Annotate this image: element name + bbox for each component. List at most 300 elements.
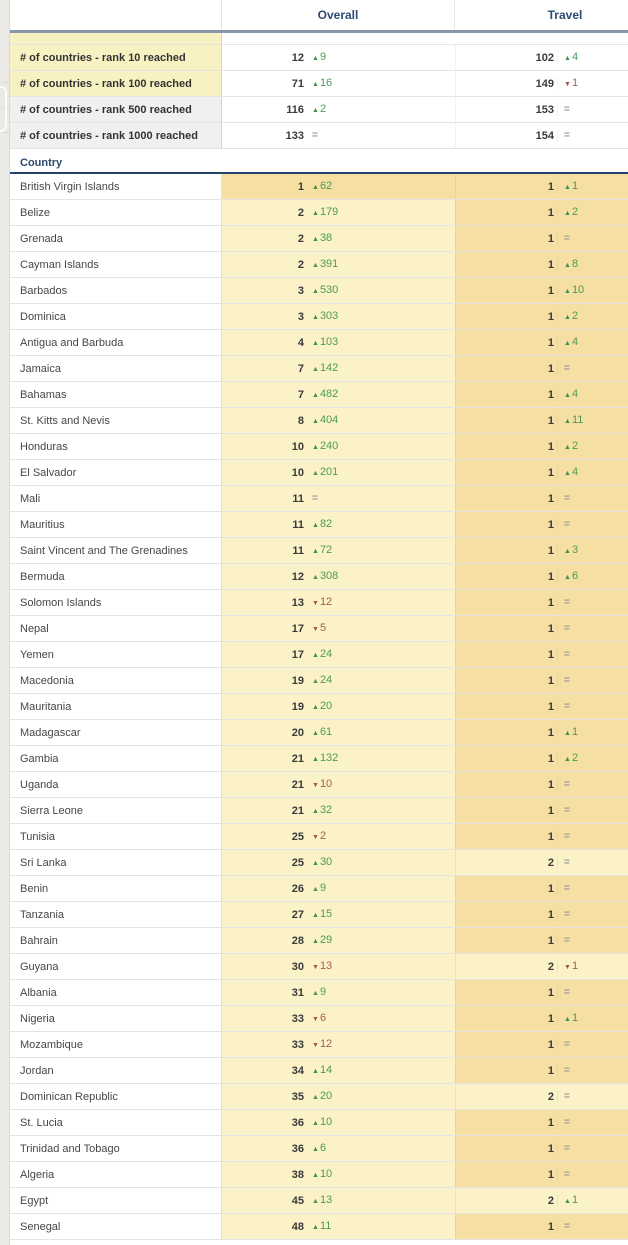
table-row[interactable] — [10, 616, 628, 642]
delta-value: 2 — [571, 206, 579, 218]
overall-cell — [222, 382, 455, 407]
delta-value: 1 — [571, 960, 579, 972]
travel-rank-value: 1 — [456, 1039, 558, 1051]
row-label-cell — [10, 902, 222, 927]
delta-value: 24 — [319, 648, 333, 660]
overall-delta — [312, 466, 338, 479]
row-label-cell — [10, 356, 222, 381]
row-label-cell — [10, 200, 222, 225]
overall-delta — [312, 674, 332, 687]
row-label-cell — [10, 746, 222, 771]
overall-cell — [222, 1110, 455, 1135]
delta-value: 240 — [319, 440, 339, 452]
delta-arrow-icon: ▲ — [312, 470, 319, 477]
overall-rank-value: 133 — [285, 129, 304, 142]
delta-arrow-icon: ▲ — [564, 314, 571, 321]
travel-rank-value: 1 — [456, 441, 558, 453]
travel-cell — [455, 434, 628, 459]
overall-cell — [222, 1214, 455, 1239]
table-row[interactable] — [10, 330, 628, 356]
country-name: Sri Lanka — [20, 856, 67, 869]
delta-value: 2 — [571, 752, 579, 764]
overall-cell — [222, 97, 455, 122]
table-row[interactable] — [10, 408, 628, 434]
overall-rank-value: 2 — [297, 206, 304, 219]
delta-value: 4 — [571, 51, 579, 63]
country-name: Jamaica — [20, 362, 61, 375]
travel-delta — [564, 857, 571, 868]
country-name: Yemen — [20, 648, 54, 661]
row-label-cell — [10, 382, 222, 407]
table-row[interactable] — [10, 772, 628, 798]
table-row[interactable] — [10, 460, 628, 486]
overall-rank-value: 45 — [291, 1194, 304, 1207]
table-row[interactable] — [10, 642, 628, 668]
travel-delta — [564, 1169, 571, 1180]
travel-rank-value: 2 — [456, 857, 558, 869]
country-name: Barbados — [20, 284, 68, 297]
travel-delta — [564, 1039, 571, 1050]
travel-delta — [564, 310, 578, 323]
country-name: Belize — [20, 206, 50, 219]
travel-delta — [564, 701, 571, 712]
table-row[interactable] — [10, 356, 628, 382]
travel-cell — [455, 1058, 628, 1083]
overall-delta — [312, 51, 326, 64]
country-name: # of countries - rank 1000 reached — [20, 129, 198, 142]
spacer-row — [10, 33, 628, 45]
spacer-cell — [10, 33, 222, 44]
travel-rank-value: 1 — [456, 909, 558, 921]
travel-delta — [564, 180, 578, 193]
travel-rank-value: 1 — [456, 987, 558, 999]
row-label-cell — [10, 226, 222, 251]
delta-value: 32 — [319, 804, 333, 816]
table-row[interactable] — [10, 876, 628, 902]
row-label-cell — [10, 45, 222, 70]
country-rank-table — [10, 0, 628, 1240]
delta-value: 404 — [319, 414, 339, 426]
overall-cell — [222, 330, 455, 355]
travel-rank-value: 149 — [456, 78, 558, 90]
table-row[interactable] — [10, 538, 628, 564]
overall-cell — [222, 226, 455, 251]
delta-value: 6 — [571, 570, 579, 582]
overall-rank-value: 30 — [291, 960, 304, 973]
table-row[interactable] — [10, 486, 628, 512]
overall-cell — [222, 954, 455, 979]
travel-delta — [564, 336, 578, 349]
country-name: Guyana — [20, 960, 59, 973]
table-row[interactable] — [10, 1136, 628, 1162]
overall-cell — [222, 278, 455, 303]
overall-delta — [312, 77, 332, 90]
travel-rank-value: 1 — [456, 805, 558, 817]
row-label-cell — [10, 824, 222, 849]
row-label-cell — [10, 123, 222, 148]
row-label-cell — [10, 97, 222, 122]
delta-arrow-icon: ▲ — [312, 1198, 319, 1205]
delta-arrow-icon: ▲ — [312, 107, 319, 114]
overall-rank-value: 35 — [291, 1090, 304, 1103]
travel-cell — [455, 460, 628, 485]
table-header-row — [10, 0, 628, 33]
country-name: Antigua and Barbuda — [20, 336, 124, 349]
row-label-cell — [10, 434, 222, 459]
overall-rank-value: 19 — [291, 700, 304, 713]
delta-arrow-icon: ▲ — [564, 55, 571, 62]
country-name: Macedonia — [20, 674, 74, 687]
table-row[interactable] — [10, 382, 628, 408]
delta-arrow-icon: ▲ — [564, 392, 571, 399]
travel-rank-value: 1 — [456, 233, 558, 245]
overall-cell — [222, 252, 455, 277]
overall-cell — [222, 902, 455, 927]
overall-cell — [222, 798, 455, 823]
overall-cell — [222, 642, 455, 667]
overall-rank-value: 1 — [297, 180, 304, 193]
country-name: Bahamas — [20, 388, 67, 401]
travel-delta — [564, 258, 578, 271]
table-row[interactable] — [10, 824, 628, 850]
table-row[interactable] — [10, 720, 628, 746]
country-name: Honduras — [20, 440, 68, 453]
delta-value: 103 — [319, 336, 339, 348]
row-label-cell — [10, 538, 222, 563]
travel-rank-value: 153 — [456, 104, 558, 116]
table-row[interactable] — [10, 304, 628, 330]
table-row[interactable] — [10, 928, 628, 954]
delta-value: 1 — [571, 77, 579, 89]
delta-value: 61 — [319, 726, 333, 738]
overall-delta — [312, 596, 332, 609]
delta-arrow-icon: ▲ — [312, 340, 319, 347]
delta-value: 16 — [319, 77, 333, 89]
delta-arrow-icon: = — [564, 935, 570, 946]
summary-row[interactable] — [10, 123, 628, 149]
delta-arrow-icon: ▲ — [312, 678, 319, 685]
table-row[interactable] — [10, 434, 628, 460]
travel-cell — [455, 538, 628, 563]
travel-delta — [564, 1143, 571, 1154]
summary-row[interactable] — [10, 71, 628, 97]
country-name: St. Lucia — [20, 1116, 63, 1129]
row-label-cell — [10, 1006, 222, 1031]
overall-rank-value: 38 — [291, 1168, 304, 1181]
delta-arrow-icon: ▲ — [312, 418, 319, 425]
travel-rank-value: 1 — [456, 1065, 558, 1077]
overall-delta — [312, 388, 338, 401]
table-row[interactable] — [10, 174, 628, 200]
delta-arrow-icon: ▼ — [312, 1016, 319, 1023]
overall-rank-value: 19 — [291, 674, 304, 687]
travel-delta — [564, 1091, 571, 1102]
overall-delta — [312, 830, 326, 843]
travel-rank-value: 1 — [456, 1143, 558, 1155]
country-name: St. Kitts and Nevis — [20, 414, 110, 427]
travel-rank-value: 1 — [456, 597, 558, 609]
overall-delta — [312, 1168, 332, 1181]
row-label-cell — [10, 668, 222, 693]
table-row[interactable] — [10, 694, 628, 720]
delta-arrow-icon: ▲ — [564, 1198, 571, 1205]
overall-rank-value: 2 — [297, 258, 304, 271]
travel-delta — [564, 987, 571, 998]
delta-arrow-icon: ▲ — [312, 288, 319, 295]
table-row[interactable] — [10, 1188, 628, 1214]
table-row[interactable] — [10, 200, 628, 226]
travel-delta — [564, 130, 571, 141]
overall-cell — [222, 824, 455, 849]
travel-cell — [455, 850, 628, 875]
delta-arrow-icon: ▲ — [564, 548, 571, 555]
table-row[interactable] — [10, 954, 628, 980]
overall-delta — [312, 1090, 332, 1103]
travel-rank-value: 1 — [456, 1169, 558, 1181]
travel-rank-value: 1 — [456, 1221, 558, 1233]
delta-value: 303 — [319, 310, 339, 322]
travel-rank-value: 1 — [456, 207, 558, 219]
delta-arrow-icon: ▲ — [312, 55, 319, 62]
travel-cell — [455, 174, 628, 199]
travel-delta — [564, 1194, 578, 1207]
delta-value: 1 — [571, 1194, 579, 1206]
travel-delta — [564, 1117, 571, 1128]
delta-arrow-icon: ▲ — [312, 808, 319, 815]
table-row[interactable] — [10, 1058, 628, 1084]
overall-rank-value: 34 — [291, 1064, 304, 1077]
delta-arrow-icon: ▲ — [312, 886, 319, 893]
row-label-cell — [10, 1162, 222, 1187]
overall-rank-value: 12 — [291, 570, 304, 583]
delta-arrow-icon: ▲ — [564, 288, 571, 295]
table-row[interactable] — [10, 564, 628, 590]
delta-arrow-icon: = — [564, 1091, 570, 1102]
overall-delta — [312, 310, 338, 323]
delta-value: 10 — [319, 778, 333, 790]
delta-arrow-icon: ▲ — [312, 938, 319, 945]
row-label-cell — [10, 694, 222, 719]
overall-cell — [222, 1084, 455, 1109]
country-name: Nepal — [20, 622, 49, 635]
travel-delta — [564, 623, 571, 634]
row-label-cell — [10, 1188, 222, 1213]
table-row[interactable] — [10, 1110, 628, 1136]
delta-value: 11 — [319, 1220, 332, 1232]
table-row[interactable] — [10, 278, 628, 304]
table-row[interactable] — [10, 252, 628, 278]
overall-cell — [222, 1136, 455, 1161]
table-row[interactable] — [10, 1214, 628, 1240]
delta-value: 1 — [571, 180, 579, 192]
delta-value: 1 — [571, 1012, 579, 1024]
country-name: Dominica — [20, 310, 66, 323]
overall-rank-value: 10 — [291, 466, 304, 479]
overall-cell — [222, 356, 455, 381]
travel-delta — [564, 1065, 571, 1076]
delta-value: 11 — [571, 414, 584, 426]
table-row[interactable] — [10, 668, 628, 694]
delta-arrow-icon: ▲ — [312, 1094, 319, 1101]
travel-rank-value: 1 — [456, 1117, 558, 1129]
travel-cell — [455, 304, 628, 329]
overall-delta — [312, 726, 332, 739]
travel-cell — [455, 772, 628, 797]
table-row[interactable] — [10, 850, 628, 876]
row-label-cell — [10, 590, 222, 615]
overall-rank-value: 7 — [297, 388, 304, 401]
country-name: Egypt — [20, 1194, 49, 1207]
delta-arrow-icon: = — [564, 493, 570, 504]
overall-delta — [312, 1220, 331, 1233]
travel-cell — [455, 1006, 628, 1031]
overall-rank-value: 28 — [291, 934, 304, 947]
travel-cell — [455, 278, 628, 303]
table-row[interactable] — [10, 980, 628, 1006]
overall-cell — [222, 876, 455, 901]
overall-delta — [312, 882, 326, 895]
travel-cell — [455, 902, 628, 927]
table-row[interactable] — [10, 226, 628, 252]
overall-delta — [312, 804, 332, 817]
delta-value: 12 — [319, 596, 333, 608]
travel-cell — [455, 71, 628, 96]
country-name: Sierra Leone — [20, 804, 83, 817]
travel-cell — [455, 408, 628, 433]
delta-arrow-icon: = — [564, 701, 570, 712]
travel-cell — [455, 486, 628, 511]
overall-rank-value: 21 — [291, 804, 304, 817]
table-row[interactable] — [10, 1084, 628, 1110]
delta-arrow-icon: ▲ — [312, 1068, 319, 1075]
chevron-left-icon[interactable] — [0, 86, 7, 132]
row-label-cell — [10, 772, 222, 797]
overall-rank-value: 26 — [291, 882, 304, 895]
country-name: # of countries - rank 10 reached — [20, 51, 186, 64]
delta-arrow-icon: ▲ — [312, 1172, 319, 1179]
overall-cell — [222, 123, 455, 148]
travel-rank-value: 1 — [456, 493, 558, 505]
overall-delta — [312, 856, 332, 869]
overall-delta — [312, 362, 338, 375]
country-name: Grenada — [20, 232, 63, 245]
travel-cell — [455, 824, 628, 849]
overall-rank-value: 48 — [291, 1220, 304, 1233]
travel-delta — [564, 544, 578, 557]
delta-arrow-icon: ▲ — [312, 81, 319, 88]
travel-cell — [455, 512, 628, 537]
travel-cell — [455, 746, 628, 771]
overall-cell — [222, 590, 455, 615]
overall-delta — [312, 1012, 326, 1025]
delta-value: 142 — [319, 362, 339, 374]
delta-arrow-icon: ▲ — [564, 262, 571, 269]
delta-value: 482 — [319, 388, 339, 400]
column-header-country[interactable]: Country — [20, 157, 63, 169]
delta-arrow-icon: = — [564, 519, 570, 530]
overall-rank-value: 27 — [291, 908, 304, 921]
overall-cell — [222, 45, 455, 70]
overall-rank-value: 33 — [291, 1012, 304, 1025]
overall-delta — [312, 180, 332, 193]
overall-rank-value: 3 — [297, 284, 304, 297]
delta-arrow-icon: ▲ — [312, 1120, 319, 1127]
delta-arrow-icon: = — [564, 1117, 570, 1128]
country-name: Dominican Republic — [20, 1090, 118, 1103]
summary-row[interactable] — [10, 45, 628, 71]
delta-value: 5 — [319, 622, 327, 634]
overall-delta — [312, 960, 332, 973]
table-row[interactable] — [10, 746, 628, 772]
column-header-overall[interactable]: Overall — [222, 0, 455, 30]
delta-arrow-icon: = — [564, 649, 570, 660]
delta-value: 530 — [319, 284, 339, 296]
table-row[interactable] — [10, 512, 628, 538]
delta-arrow-icon: ▲ — [564, 444, 571, 451]
overall-cell — [222, 1188, 455, 1213]
table-row[interactable] — [10, 590, 628, 616]
travel-delta — [564, 831, 571, 842]
delta-value: 2 — [319, 830, 327, 842]
overall-rank-value: 4 — [297, 336, 304, 349]
delta-arrow-icon: = — [564, 805, 570, 816]
table-row[interactable] — [10, 902, 628, 928]
travel-cell — [455, 798, 628, 823]
country-name: Cayman Islands — [20, 258, 99, 271]
column-header-travel[interactable]: Travel — [547, 8, 583, 22]
travel-rank-value: 1 — [456, 623, 558, 635]
row-label-cell — [10, 954, 222, 979]
row-label-cell — [10, 71, 222, 96]
overall-delta — [312, 700, 332, 713]
travel-delta — [564, 1221, 571, 1232]
overall-rank-value: 33 — [291, 1038, 304, 1051]
delta-arrow-icon: = — [564, 130, 570, 141]
delta-arrow-icon: = — [564, 779, 570, 790]
delta-arrow-icon: = — [564, 987, 570, 998]
row-label-cell — [10, 486, 222, 511]
delta-arrow-icon: = — [564, 831, 570, 842]
overall-delta — [312, 570, 338, 583]
travel-rank-value: 1 — [456, 285, 558, 297]
overall-delta — [312, 1038, 332, 1051]
overall-rank-value: 116 — [286, 103, 304, 116]
delta-value: 30 — [319, 856, 333, 868]
table-row[interactable] — [10, 1006, 628, 1032]
overall-cell — [222, 668, 455, 693]
table-row[interactable] — [10, 1162, 628, 1188]
country-section — [10, 174, 628, 1240]
table-row[interactable] — [10, 1032, 628, 1058]
delta-arrow-icon: = — [564, 909, 570, 920]
travel-delta — [564, 675, 571, 686]
row-label-cell — [10, 512, 222, 537]
delta-arrow-icon: ▲ — [312, 1224, 319, 1231]
travel-cell — [455, 668, 628, 693]
overall-delta — [312, 130, 319, 141]
delta-arrow-icon: ▲ — [312, 444, 319, 451]
delta-arrow-icon: ▼ — [312, 964, 319, 971]
overall-delta — [312, 908, 332, 921]
travel-delta — [564, 206, 578, 219]
row-label-cell — [10, 1032, 222, 1057]
overall-cell — [222, 512, 455, 537]
table-row[interactable] — [10, 798, 628, 824]
delta-value: 72 — [319, 544, 333, 556]
delta-arrow-icon: = — [564, 1221, 570, 1232]
overall-cell — [222, 1058, 455, 1083]
summary-row[interactable] — [10, 97, 628, 123]
